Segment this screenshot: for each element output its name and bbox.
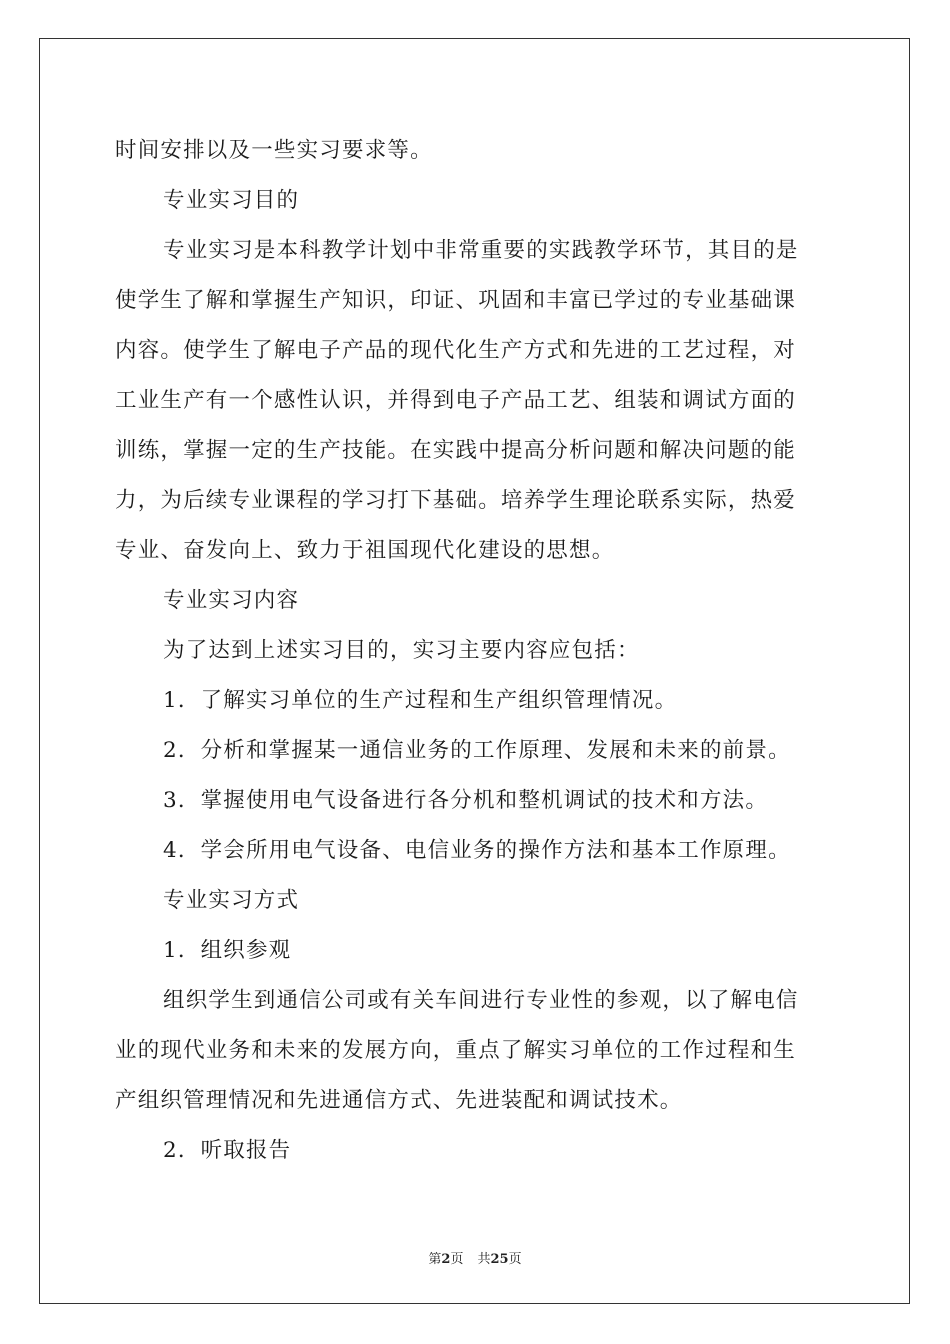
- paragraph-line: 产组织管理情况和先进通信方式、先进装配和调试技术。: [115, 1088, 683, 1113]
- list-item: 2．分析和掌握某一通信业务的工作原理、发展和未来的前景。: [163, 738, 791, 763]
- paragraph-line: 为了达到上述实习目的，实习主要内容应包括：: [163, 638, 640, 663]
- list-item: 3．掌握使用电气设备进行各分机和整机调试的技术和方法。: [163, 788, 769, 813]
- list-item: 4．学会所用电气设备、电信业务的操作方法和基本工作原理。: [163, 838, 791, 863]
- document-body: [115, 126, 835, 1176]
- section-heading: 专业实习方式: [163, 888, 300, 913]
- paragraph-line: 训练，掌握一定的生产技能。在实践中提高分析问题和解决问题的能: [115, 438, 797, 463]
- section-heading: 专业实习内容: [163, 588, 300, 613]
- sub-heading: 1．组织参观: [163, 938, 292, 963]
- total-pages: 25: [490, 1252, 509, 1267]
- page-suffix: 页: [450, 1252, 464, 1267]
- paragraph-line: 组织学生到通信公司或有关车间进行专业性的参观，以了解电信: [163, 988, 799, 1013]
- sub-heading: 2．听取报告: [163, 1138, 292, 1163]
- paragraph-line: 内容。使学生了解电子产品的现代化生产方式和先进的工艺过程，对: [115, 338, 797, 363]
- total-suffix: 页: [508, 1252, 522, 1267]
- section-heading: 专业实习目的: [163, 188, 300, 213]
- page-prefix: 第: [428, 1252, 442, 1267]
- paragraph-line: 工业生产有一个感性认识，并得到电子产品工艺、组装和调试方面的: [115, 388, 797, 413]
- list-item: 1．了解实习单位的生产过程和生产组织管理情况。: [163, 688, 678, 713]
- total-prefix: 共: [477, 1252, 491, 1267]
- page-number: 2: [441, 1252, 451, 1267]
- paragraph-line: 使学生了解和掌握生产知识，印证、巩固和丰富已学过的专业基础课: [115, 288, 797, 313]
- paragraph-line: 业的现代业务和未来的发展方向，重点了解实习单位的工作过程和生: [115, 1038, 797, 1063]
- paragraph-line: 力，为后续专业课程的学习打下基础。培养学生理论联系实际，热爱: [115, 488, 797, 513]
- paragraph-line: 专业、奋发向上、致力于祖国现代化建设的思想。: [115, 538, 615, 563]
- page-footer: [0, 1248, 950, 1267]
- paragraph-line: 时间安排以及一些实习要求等。: [115, 138, 433, 163]
- paragraph-line: 专业实习是本科教学计划中非常重要的实践教学环节，其目的是: [163, 238, 799, 263]
